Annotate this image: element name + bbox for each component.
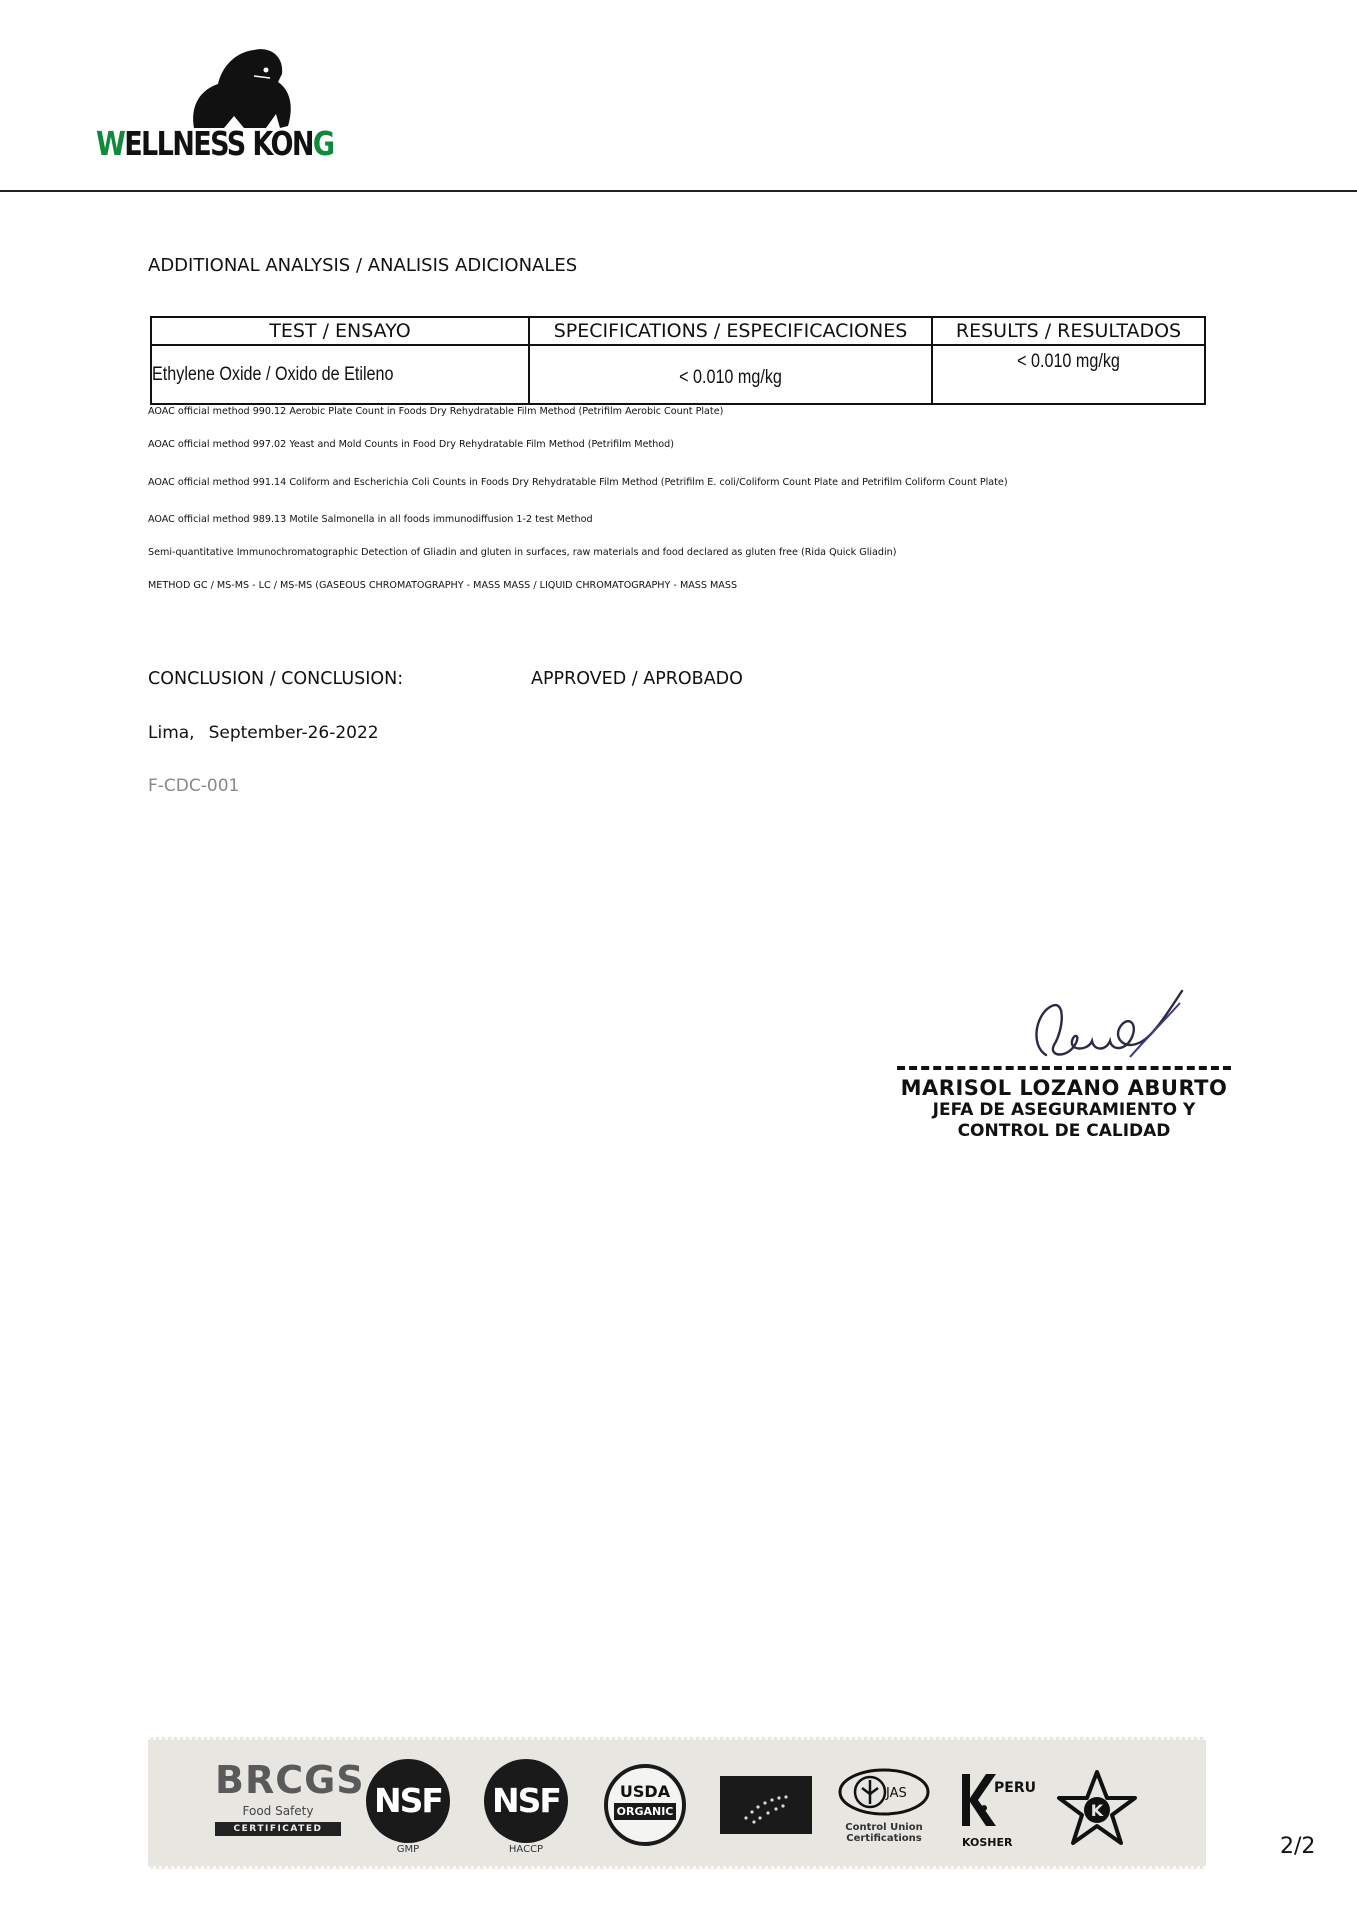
nsf-gmp-mark: NSF [374,1781,442,1820]
certifications-band [148,1737,1206,1869]
section-title: ADDITIONAL ANALYSIS / ANALISIS ADICIONALES [148,255,578,276]
kosher-peru-logo [956,1768,1040,1848]
method-note: AOAC official method 989.13 Motile Salmonella in all foods immunodiffusion 1-2 test Method [148,514,593,525]
signatory-name: MARISOL LOZANO ABURTO [900,1076,1228,1100]
brand-wordmark: WELLNESS KONG [96,124,334,163]
brcgs-caption: Food Safety [242,1804,314,1818]
date-line [148,723,379,743]
form-code: F-CDC-001 [148,776,240,796]
date-value: September-26-2022 [208,723,379,743]
brcgs-bar: CERTIFICATED [215,1822,341,1836]
usda-bottom: ORGANIC [614,1803,676,1820]
jas-caption-1: Control Union [845,1822,923,1833]
conclusion-label: CONCLUSION / CONCLUSION: [148,669,404,689]
kosher-caption: KOSHER [962,1836,1013,1849]
signatory-role-line1: JEFA DE ASEGURAMIENTO Y [932,1100,1196,1120]
method-note: AOAC official method 991.14 Coliform and Escherichia Coli Counts in Foods Dry Rehydratable Film Method (Petrifilm E. coli/Coliform Count Plate and Petrifilm Coliform Count Plate) [148,477,1008,488]
jas-caption-2: Certifications [846,1833,922,1844]
signatory-role-line2: CONTROL DE CALIDAD [957,1121,1171,1141]
nsf-haccp-caption: HACCP [508,1844,544,1855]
brcgs-logo [215,1758,365,1836]
header-test: TEST / ENSAYO [151,317,529,345]
table-header-row [151,317,1205,345]
method-note: METHOD GC / MS-MS - LC / MS-MS (GASEOUS CHROMATOGRAPHY - MASS MASS / LIQUID CHROMATOGRAPHY - MASS MASS [148,580,738,591]
method-note: AOAC official method 990.12 Aerobic Plate Count in Foods Dry Rehydratable Film Method (Petrifilm Aerobic Count Plate) [148,406,724,417]
cell-test: Ethylene Oxide / Oxido de Etileno [151,345,529,404]
cell-result: < 0.010 mg/kg [932,345,1205,404]
kosher-peru-icon [956,1768,1040,1832]
header-results: RESULTS / RESULTADOS [932,317,1205,345]
results-table [150,316,1206,405]
header-divider [0,190,1357,192]
usda-organic-logo [604,1764,686,1846]
usda-top: USDA [619,1782,671,1801]
conclusion-value: APPROVED / APROBADO [531,669,743,689]
cell-specification: < 0.010 mg/kg [529,345,932,404]
nsf-gmp-caption: GMP [396,1844,420,1855]
brcgs-wordmark: BRCGS [215,1758,365,1802]
signature-block [897,1066,1231,1142]
signature-scribble [1010,985,1190,1075]
jas-text: JAS [886,1786,907,1801]
method-note: Semi-quantitative Immunochromatographic Detection of Gliadin and gluten in surfaces, raw materials and food declared as gluten free (Rida Quick Gliadin) [148,547,897,558]
k-star-mark: K [1090,1801,1104,1820]
nsf-haccp-mark: NSF [492,1781,560,1820]
nsf-gmp-logo [366,1759,450,1843]
jas-mark-icon [836,1766,932,1818]
kosher-star-icon [1056,1768,1138,1848]
date-city: Lima, [148,723,195,743]
jas-control-union-logo [836,1766,932,1856]
page-number: 2/2 [1280,1834,1316,1859]
kosher-peru-text: PERU [994,1780,1036,1796]
header-specifications: SPECIFICATIONS / ESPECIFICACIONES [529,317,932,345]
eu-organic-leaf-icon [720,1776,812,1834]
method-note: AOAC official method 997.02 Yeast and Mold Counts in Food Dry Rehydratable Film Method (Petrifilm Method) [148,439,675,450]
signature-line [897,1066,1231,1070]
nsf-haccp-logo [484,1759,568,1843]
table-row [151,345,1205,404]
